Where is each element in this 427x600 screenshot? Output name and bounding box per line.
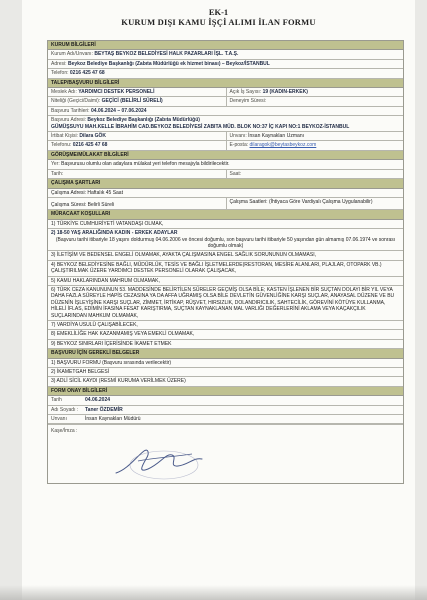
list-item [48, 277, 403, 286]
basvuru-adres-value: Beykoz Belediye Başkanlığı (Zabıta Müdürlüğü) [87, 117, 200, 124]
email-link[interactable]: dilaragok@beytasbeykoz.com [249, 142, 317, 149]
label: Telefonu: [51, 142, 72, 149]
irtibat-value: Dilara GÖK [79, 133, 107, 140]
condition-1: 1) TÜRKİYE CUMHURİYETİ VATANDAŞI OLMAK, [51, 220, 164, 227]
label: E-posta: [229, 142, 249, 149]
list-item [48, 251, 403, 260]
list-item [48, 359, 403, 368]
list-item [48, 330, 403, 339]
list-item [48, 229, 403, 251]
condition-5: 5) KAMU HAKLARINDAN MAHRUM OLMAMAK, [51, 277, 160, 284]
calisma-saatler: Çalışma Saatleri: (İhtiyaca Göre Vardiyalı Çalışma Uygulanabilir) [226, 198, 404, 209]
label: Başvuru Tarihleri: [51, 107, 90, 114]
row-onay-tarih [48, 396, 403, 405]
list-item [48, 321, 403, 330]
row-irtibat [48, 132, 403, 141]
list-item [48, 340, 403, 349]
kase-imza-label: Kaşe/İmza : [51, 428, 78, 435]
label: Tarih: [51, 170, 64, 177]
document-page [22, 0, 415, 600]
irtibat-unvan-value: İnsan Kaynakları Uzmanı [248, 133, 304, 140]
condition-4: 4) BEYKOZ BELEDİYESİNE BAĞLI, MÜDÜRLÜK, TESİS VE BAĞLI İŞLETMELERDE(RESTORAN, MESİRE ALANLARI, PLAJLAR, OTOPARK VB.) ÇALIŞTIRILMAK ÜZERE YARDIMCI DESTEK PERSONELİ OLARAK ÇALIŞACAK, [51, 261, 382, 275]
list-item [48, 286, 403, 321]
basvuru-adres-line2: GÜMÜŞSUYU MAH.KELLE İBRAHİM CAD.BEYKOZ BELEDİYESİ ZABITA MÜD. BLOK NO:37 İÇ KAPI NO:1 BEYKOZ-İSTANBUL [51, 123, 350, 130]
label: İrtibat Kişisi: [51, 133, 78, 140]
section-kurum: KURUM BİLGİLERİ [48, 41, 403, 50]
section-onay: FORM ONAY BİLGİLERİ [48, 387, 403, 396]
list-item [48, 368, 403, 377]
condition-6: 6) TÜRK CEZA KANUNUNUN 53. MADDESİNDE BELİRTİLEN SÜRELER GEÇMİŞ OLSA BİLE; KASTEN İŞLENEN BİR SUÇTAN DOLAYI BİR YIL VEYA DAHA FAZLA SÜREYLE HAPİS CEZASINA YA DA AFFA UĞRAMIŞ OLSA BİLE DEVLETİN GÜVENLİĞİNE KARŞI SUÇLAR, ANAYASAL DÜZENE VE BU DÜZENİN İŞLEYİŞİNE KARŞI SUÇLAR, ZİMMET, İRTİKAP, RÜŞVET, HIRSIZLIK, DOLANDIRICILIK, SAHTECİLİK, GÖREVİNİ KÖTÜYE KULLANMA, HİLELİ İFLAS, EDİMİN İFASINA FESAT KARIŞTIRMA, SUÇTAN KAYNAKLANAN MAL VARLIĞI DEĞERLERİNİ AKLAMA VEYA KAÇAKÇILIK SUÇLARINDAN MAHKUM OLMAMAK, [51, 286, 395, 319]
kurum-adres-value: Beykoz Belediye Başkanlığı (Zabıta Müdürlüğü ek hizmet binası) – Beykoz/İSTANBUL [67, 60, 270, 67]
section-gorusme: GÖRÜŞME/MÜLAKAT BİLGİLERİ [48, 151, 403, 160]
label: Adı Soyadı : [51, 406, 79, 413]
label: Unvanı [51, 416, 67, 423]
label: Tarih [51, 397, 62, 404]
condition-7: 7) VARDİYA USULÜ ÇALIŞABİLECEK, [51, 322, 138, 328]
section-calisma: ÇALIŞMA ŞARTLARI [48, 179, 403, 188]
meslek-value: YARDIMCI DESTEK PERSONELİ [78, 89, 155, 96]
calisma-sure: Çalışma Süresi: Belirli Süreli [51, 201, 115, 208]
calisma-adres: Çalışma Adresi: Haftalık 45 Saat [51, 189, 123, 196]
condition-3: 3) İLETİŞİM VE BEDENSEL ENGELİ OLMAMAK, AYAKTA ÇALIŞMASINA ENGEL SAĞLIK SORUNUNUN OLMAMASI, [51, 252, 316, 259]
label: Adresi: [51, 60, 67, 67]
signature-area [48, 424, 403, 483]
row-calisma-adres [48, 189, 403, 198]
list-item [48, 377, 403, 386]
row-kurum-adres [48, 60, 403, 69]
label: Niteliği (Geçici/Daimi): [51, 98, 101, 105]
document-1: 1) BAŞVURU FORMU (Başvuru sırasında verilecektir) [51, 359, 172, 366]
onay-ad-value: Taner ÖZDEMİR [85, 406, 123, 413]
condition-8: 8) EMEKLİLİĞE HAK KAZANMAMIŞ VEYA EMEKLİ OLMAMAK, [51, 331, 195, 338]
label: Saat: [229, 170, 242, 177]
label: Başvuru Adresi: [51, 117, 87, 124]
acik-is-value: 19 (KADIN-ERKEK) [262, 89, 308, 96]
telefon-value: 0216 425 47 68 [72, 142, 108, 149]
list-item [48, 261, 403, 277]
row-nitelik [48, 97, 403, 106]
label: Meslek Adı: [51, 89, 77, 96]
row-gorusme-yer [48, 160, 403, 169]
form-table [47, 40, 404, 484]
row-kurum-ad [48, 50, 403, 59]
condition-9: 9) BEYKOZ SINIRLARI İÇERİSİNDE İKAMET ETMEK [51, 340, 172, 347]
label: Açık İş Sayısı: [229, 89, 262, 96]
annex-label: EK-1 [208, 7, 229, 17]
document-3: 3) ADLİ SİCİL KAYDI (RESMİ KURUMA VERİLMEK ÜZERE) [51, 378, 186, 385]
scan-shadow [0, 585, 427, 600]
form-title: KURUM DIŞI KAMU İŞÇİ ALIMI İLAN FORMU [121, 17, 316, 27]
row-meslek [48, 88, 403, 97]
label: Deneyim Süresi: [229, 98, 267, 105]
onay-unvan-value: İnsan Kaynakları Müdürü [85, 416, 141, 423]
label: Kurum Adı/Unvanı: [51, 51, 93, 58]
row-basvuru-tarih [48, 107, 403, 116]
condition-2: 2) 18-50 YAŞ ARALIĞINDA KADIN - ERKEK ADAYLAR [51, 230, 178, 237]
signature-image [108, 439, 218, 483]
label: Unvanı: [229, 133, 247, 140]
section-muracaat: MÜRACAAT KOŞULLARI [48, 210, 403, 219]
row-onay-ad [48, 406, 403, 415]
kurum-telefon-value: 0216 425 47 68 [69, 70, 105, 77]
label: Yer: [51, 161, 60, 168]
row-telefon [48, 141, 403, 150]
section-belgeler: BAŞVURU İÇİN GEREKLİ BELGELER [48, 349, 403, 358]
row-onay-unvan [48, 415, 403, 424]
label: Telefon: [51, 70, 69, 77]
document-2: 2) İKAMETGAH BELGESİ [51, 369, 110, 376]
condition-2-detail: (Başvuru tarihi itibariyle 18 yaşını doldurmuş 04.06.2006 ve öncesi doğumlu, son başvuru tarihi itibariyle 50 yaşından gün almamış 07.06.1974 ve sonrası doğumlu olmak) [55, 236, 396, 249]
list-item [48, 220, 403, 229]
basvuru-tarih-value: 04.06.2024 – 07.06.2024 [90, 107, 147, 114]
nitelik-value: GEÇİCİ (BELİRLİ SÜRELİ) [101, 98, 163, 105]
gorusme-yer-value: Başvurusu olumlu olan adaylara mülakat yeri telefon mesajıyla bildirilecektir. [61, 161, 230, 168]
row-calisma-sure [48, 198, 403, 210]
row-basvuru-adres [48, 116, 403, 132]
kurum-ad-value: BEYTAŞ BEYKOZ BELEDİYESİ HALK PAZARLARI İŞL. T.A.Ş. [94, 51, 239, 58]
section-talep: TALEP/BAŞVURU BİLGİLERİ [48, 79, 403, 88]
row-kurum-telefon [48, 69, 403, 78]
row-gorusme-tarih [48, 170, 403, 179]
onay-tarih-value: 04.06.2024 [85, 397, 111, 404]
